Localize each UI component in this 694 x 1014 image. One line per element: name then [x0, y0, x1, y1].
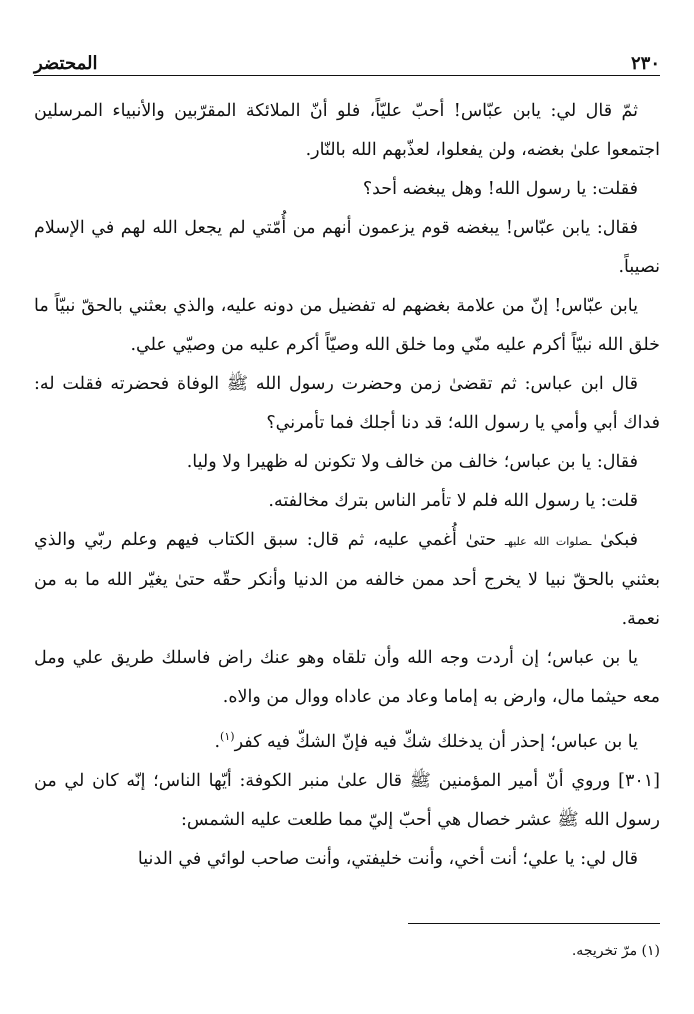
paragraph-8 [34, 521, 660, 639]
last-paragraph: قال لي: يا علي؛ أنت أخي، وأنت خليفتي، وأنت صاحب لوائي في الدنيا [137, 848, 638, 869]
paragraph-10-end: . [214, 731, 221, 752]
paragraph-10-text: يا بن عباس؛ إحذر أن يدخلك شكّ فيه فإنّ الشكّ فيه كفر [234, 731, 638, 752]
footnote-rule [408, 923, 660, 924]
running-title: المحتضر [34, 53, 98, 74]
footnote: (١) مرّ تخريجه. [571, 943, 660, 959]
narration-301 [34, 762, 660, 840]
paragraph-2: فقلت: يا رسول الله! وهل يبغضه أحد؟ [362, 179, 638, 199]
header-rule [34, 75, 660, 76]
paragraph-7: قلت: يا رسول الله فلم لا تأمر الناس بترك مخالفته. [268, 491, 638, 511]
main-text [34, 92, 660, 879]
narration-number: [٣٠١] [618, 770, 660, 791]
footnote-ref: (١) [220, 730, 235, 743]
paragraph-8-start: فبكىٰ [600, 530, 638, 550]
paragraph-1: ثمّ قال لي: يابن عبّاس! أحبّ عليّاً، فلو أنّ الملائكة المقرّبين والأنبياء المرسلين اجتمعوا علىٰ بغضه، ولن يفعلوا، لعذّبهم الله بالنّار. [34, 101, 660, 160]
page-number: ٢٣٠ [630, 53, 660, 74]
paragraph-3: فقال: يابن عبّاس! يبغضه قوم يزعمون أنهم من أُمّتي لم يجعل الله لهم في الإسلام نصيباً. [34, 218, 660, 277]
paragraph-4: يابن عبّاس! إنّ من علامة بغضهم له تفضيل من دونه عليه، والذي بعثني بالحقّ نبيّاً ما خلق الله نبيّاً أكرم عليه منّي وما خلق الله وصيّاً أكرم عليه من وصيّي علي. [34, 296, 660, 355]
paragraph-8-rest: حتىٰ أُغمي عليه، ثم قال: سبق الكتاب فيهم وعلم ربّي والذي بعثني بالحقّ نبيا لا يخرج أحد ممن خالفه من الدنيا وأنكر حقّه حتىٰ يغيّر الله ما به من نعمة. [34, 530, 660, 629]
paragraph-6: فقال: يا بن عباس؛ خالف من خالف ولا تكونن له ظهيرا ولا وليا. [186, 452, 638, 472]
salawat-phrase: ـصلوات الله عليهـ [504, 535, 592, 548]
page-header [34, 40, 660, 74]
paragraph-9: يا بن عباس؛ إن أردت وجه الله وأن تلقاه وهو عنك راض فاسلك طريق علي ومل معه حيثما مال، وارض به إماما وعاد من عاداه ووال من والاه. [34, 648, 660, 707]
paragraph-5: قال ابن عباس: ثم تقضىٰ زمن وحضرت رسول الله ﷺ الوفاة فحضرته فقلت له: فداك أبي وأمي يا رسول الله؛ قد دنا أجلك فما تأمرني؟ [34, 374, 660, 433]
narration-text: وروي أنّ أمير المؤمنين ﷺ قال علىٰ منبر الكوفة: أيّها الناس؛ إنّه كان لي من رسول الله ﷺ عشر خصال هي أحبّ إليّ مما طلعت عليه الشمس: [34, 770, 660, 830]
paragraph-10 [34, 717, 660, 762]
